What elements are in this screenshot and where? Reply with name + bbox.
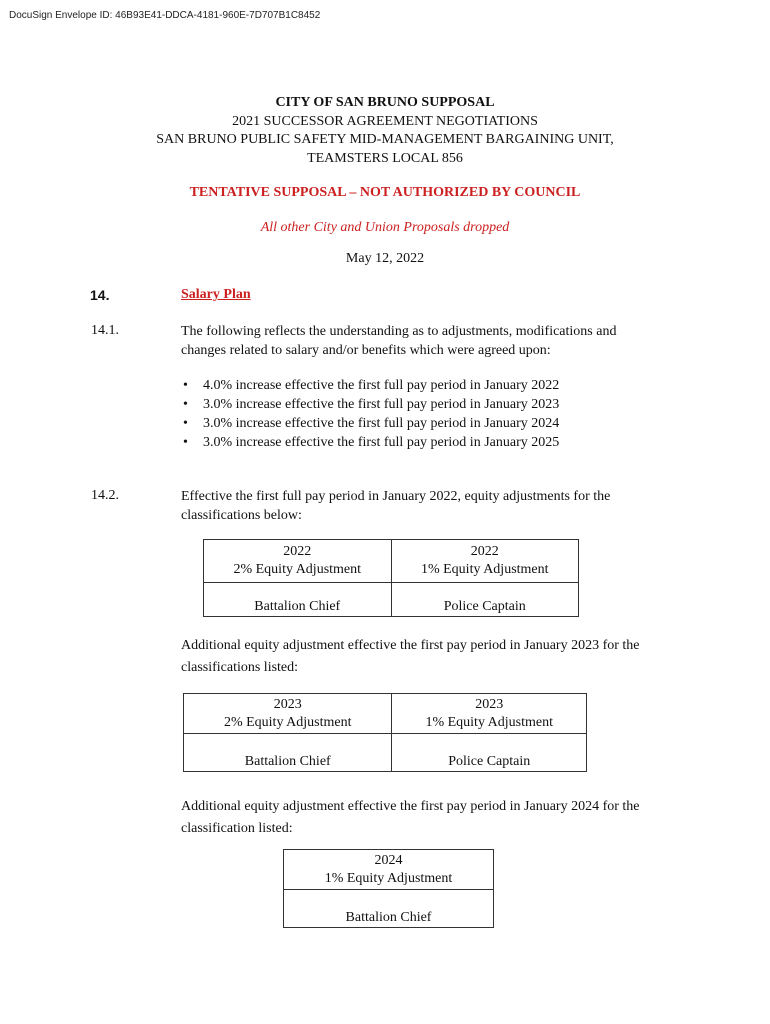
subsection-14-1-text — [181, 322, 616, 360]
year-label: 2023 — [273, 696, 302, 712]
list-item — [181, 395, 559, 414]
adjustment-label: 1% Equity Adjustment — [425, 714, 554, 730]
text-line: classifications below: — [181, 508, 302, 523]
equity-table-2023 — [183, 693, 587, 772]
adjustment-label: 2% Equity Adjustment — [223, 714, 352, 730]
list-item-text: 3.0% increase effective the first full pay period in January 2025 — [203, 435, 560, 450]
bullet-icon: • — [183, 378, 188, 393]
table-header-cell — [184, 694, 392, 734]
header-line-negotiations: 2021 SUCCESSOR AGREEMENT NEGOTIATIONS — [232, 114, 538, 129]
subsection-14-2-text — [181, 487, 610, 525]
year-label: 2024 — [374, 852, 403, 868]
list-item — [181, 414, 559, 433]
table-header-cell — [204, 540, 392, 583]
table-cell: Battalion Chief — [184, 734, 392, 772]
table-cell: Police Captain — [392, 734, 587, 772]
dropped-notice: All other City and Union Proposals dropped — [260, 220, 510, 235]
section-number: 14. — [90, 287, 110, 303]
paragraph-2024 — [181, 796, 640, 840]
bullet-icon: • — [183, 435, 188, 450]
equity-table-2022 — [203, 539, 579, 617]
text-line: classification listed: — [181, 821, 293, 836]
bullet-icon: • — [183, 397, 188, 412]
document-date: May 12, 2022 — [345, 251, 425, 266]
text-line: changes related to salary and/or benefits which were agreed upon: — [181, 343, 551, 358]
envelope-id: DocuSign Envelope ID: 46B93E41-DDCA-4181-960E-7D707B1C8452 — [9, 10, 321, 21]
paragraph-2023 — [181, 635, 640, 679]
text-line: Effective the first full pay period in January 2022, equity adjustments for the — [181, 489, 611, 504]
list-item — [181, 433, 559, 452]
table-header-cell — [392, 694, 587, 734]
document-title: CITY OF SAN BRUNO SUPPOSAL — [275, 95, 495, 110]
text-line: classifications listed: — [181, 660, 299, 675]
year-label: 2022 — [283, 544, 312, 559]
subsection-14-2-number: 14.2. — [91, 488, 119, 503]
text-line: The following reflects the understanding as to adjustments, modifications and — [181, 324, 617, 339]
equity-table-2024 — [283, 849, 494, 928]
year-label: 2022 — [470, 544, 499, 559]
header-line-teamsters: TEAMSTERS LOCAL 856 — [307, 151, 463, 166]
adjustment-label: 1% Equity Adjustment — [324, 870, 453, 886]
text-line: Additional equity adjustment effective the first pay period in January 2024 for the — [181, 799, 640, 814]
section-title: Salary Plan — [181, 287, 251, 302]
year-label: 2023 — [475, 696, 504, 712]
list-item — [181, 376, 559, 395]
list-item-text: 4.0% increase effective the first full pay period in January 2022 — [203, 378, 560, 393]
salary-increase-list — [181, 376, 559, 452]
list-item-text: 3.0% increase effective the first full pay period in January 2024 — [203, 416, 560, 431]
table-header-cell — [391, 540, 579, 583]
tentative-notice: TENTATIVE SUPPOSAL – NOT AUTHORIZED BY COUNCIL — [189, 185, 581, 200]
table-cell: Battalion Chief — [204, 583, 392, 617]
text-line: Additional equity adjustment effective the first pay period in January 2023 for the — [181, 638, 640, 653]
adjustment-label: 2% Equity Adjustment — [233, 562, 362, 577]
table-cell: Battalion Chief — [284, 890, 494, 928]
table-cell: Police Captain — [391, 583, 579, 617]
subsection-14-1-number: 14.1. — [91, 323, 119, 338]
header-line-bargaining-unit: SAN BRUNO PUBLIC SAFETY MID-MANAGEMENT BARGAINING UNIT, — [156, 132, 614, 147]
adjustment-label: 1% Equity Adjustment — [420, 562, 549, 577]
list-item-text: 3.0% increase effective the first full pay period in January 2023 — [203, 397, 560, 412]
bullet-icon: • — [183, 416, 188, 431]
table-header-cell — [284, 850, 494, 890]
